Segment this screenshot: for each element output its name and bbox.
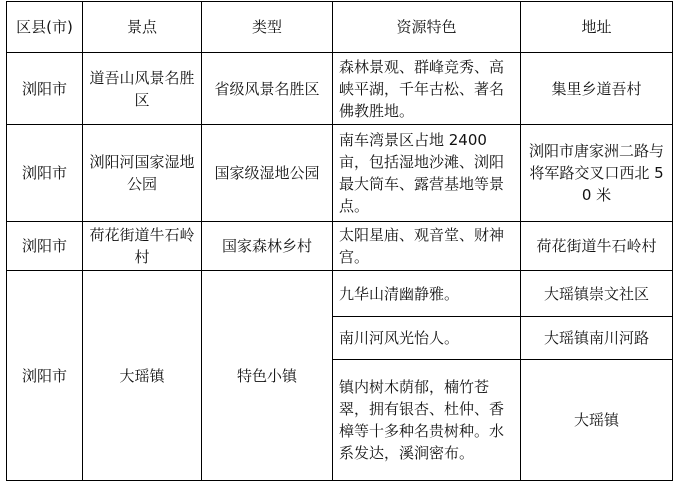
table-row: [7, 271, 673, 317]
type-cell: 国家级湿地公园: [202, 125, 333, 222]
county-cell: 浏阳市: [7, 271, 83, 481]
county-cell: 浏阳市: [7, 222, 83, 271]
spot-cell: 大瑶镇: [83, 271, 202, 481]
header-feature: 资源特色: [333, 2, 521, 53]
feature-cell: 南川河风光怡人。: [333, 317, 521, 360]
county-cell: 浏阳市: [7, 125, 83, 222]
address-cell: 大瑶镇崇文社区: [521, 271, 673, 317]
header-county: 区县(市): [7, 2, 83, 53]
header-row: [7, 2, 673, 53]
feature-cell: 镇内树木荫郁，楠竹苍翠，拥有银杏、杜仲、香樟等十多种名贵树种。水系发达，溪涧密布。: [333, 360, 521, 481]
spot-cell: 荷花街道牛石岭村: [83, 222, 202, 271]
table-row: [7, 222, 673, 271]
address-cell: 大瑶镇: [521, 360, 673, 481]
address-cell: 大瑶镇南川河路: [521, 317, 673, 360]
feature-cell: 南车湾景区占地 2400 亩，包括湿地沙滩、浏阳最大筒车、露营基地等景点。: [333, 125, 521, 222]
spot-cell: 浏阳河国家湿地公园: [83, 125, 202, 222]
address-cell: 荷花街道牛石岭村: [521, 222, 673, 271]
feature-cell: 太阳星庙、观音堂、财神宫。: [333, 222, 521, 271]
scenic-spots-table: [6, 1, 673, 481]
feature-cell: 森林景观、群峰竞秀、高峡平湖，千年古松、著名佛教胜地。: [333, 53, 521, 125]
county-cell: 浏阳市: [7, 53, 83, 125]
table-row: [7, 125, 673, 222]
address-cell: 浏阳市唐家洲二路与将军路交叉口西北 50 米: [521, 125, 673, 222]
header-address: 地址: [521, 2, 673, 53]
address-cell: 集里乡道吾村: [521, 53, 673, 125]
type-cell: 国家森林乡村: [202, 222, 333, 271]
spot-cell: 道吾山风景名胜区: [83, 53, 202, 125]
table-row: [7, 53, 673, 125]
type-cell: 省级风景名胜区: [202, 53, 333, 125]
type-cell: 特色小镇: [202, 271, 333, 481]
header-type: 类型: [202, 2, 333, 53]
header-spot: 景点: [83, 2, 202, 53]
feature-cell: 九华山清幽静雅。: [333, 271, 521, 317]
